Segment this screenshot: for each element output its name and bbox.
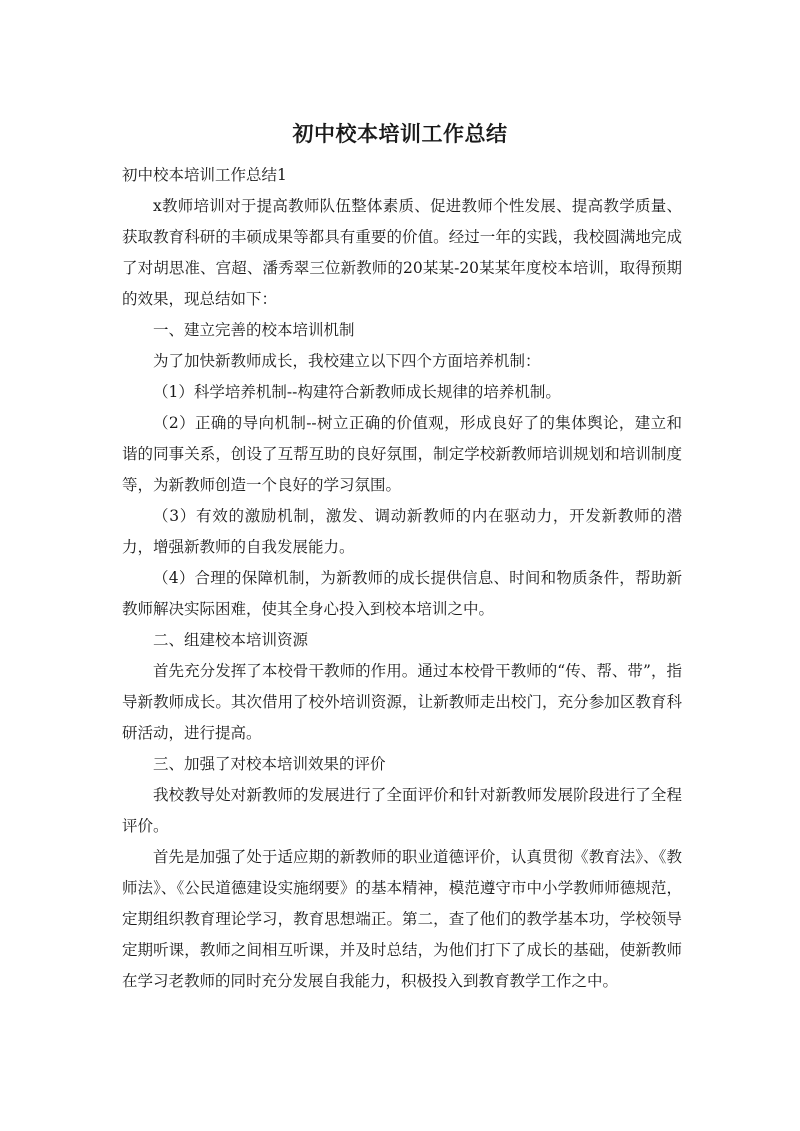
- section-heading-3: 三、加强了对校本培训效果的评价: [153, 755, 386, 773]
- body-paragraph: 为了加快新教师成长，我校建立以下四个方面培养机制：: [153, 352, 541, 370]
- intro-paragraph: x教师培训对于提高教师队伍整体素质、促进教师个性发展、提高教学质量、获取教育科研的丰硕成果等都具有重要的价值。经过一年的实践，我校圆满地完成了对胡思准、宫超、潘秀翠三位新教师的20某某-20某某年度校本培训，取得预期的效果，现总结如下：: [122, 197, 682, 308]
- section-subtitle: 初中校本培训工作总结1: [122, 166, 287, 184]
- list-item-1: （1）科学培养机制--构建符合新教师成长规律的培养机制。: [153, 383, 561, 401]
- section-heading-1: 一、建立完善的校本培训机制: [153, 321, 355, 339]
- list-item-4: （4）合理的保障机制，为新教师的成长提供信息、时间和物质条件，帮助新教师解决实际困难，使其全身心投入到校本培训之中。: [122, 569, 682, 618]
- list-item-3: （3）有效的激励机制，激发、调动新教师的内在驱动力，开发新教师的潜力，增强新教师的自我发展能力。: [122, 507, 682, 556]
- section-heading-2: 二、组建校本培训资源: [153, 631, 309, 649]
- list-item-2: （2）正确的导向机制--树立正确的价值观，形成良好了的集体舆论，建立和谐的同事关系，创设了互帮互助的良好氛围，制定学校新教师培训规划和培训制度等，为新教师创造一个良好的学习氛围。: [122, 414, 682, 494]
- body-paragraph: 我校教导处对新教师的发展进行了全面评价和针对新教师发展阶段进行了全程评价。: [122, 786, 682, 835]
- body-paragraph: 首先充分发挥了本校骨干教师的作用。通过本校骨干教师的“传、帮、带”，指导新教师成长。其次借用了校外培训资源，让新教师走出校门，充分参加区教育科研活动，进行提高。: [122, 662, 682, 742]
- document-title: 初中校本培训工作总结: [292, 122, 508, 146]
- body-paragraph: 首先是加强了处于适应期的新教师的职业道德评价，认真贯彻《教育法》、《教师法》、《公民道德建设实施纲要》的基本精神，模范遵守市中小学教师师德规范，定期组织教育理论学习，教育思想端正。第二，查了他们的教学基本功，学校领导定期听课，教师之间相互听课，并及时总结，为他们打下了成长的基础，使新教师在学习老教师的同时充分发展自我能力，积极投入到教育教学工作之中。: [122, 848, 682, 990]
- document-body: [122, 160, 682, 997]
